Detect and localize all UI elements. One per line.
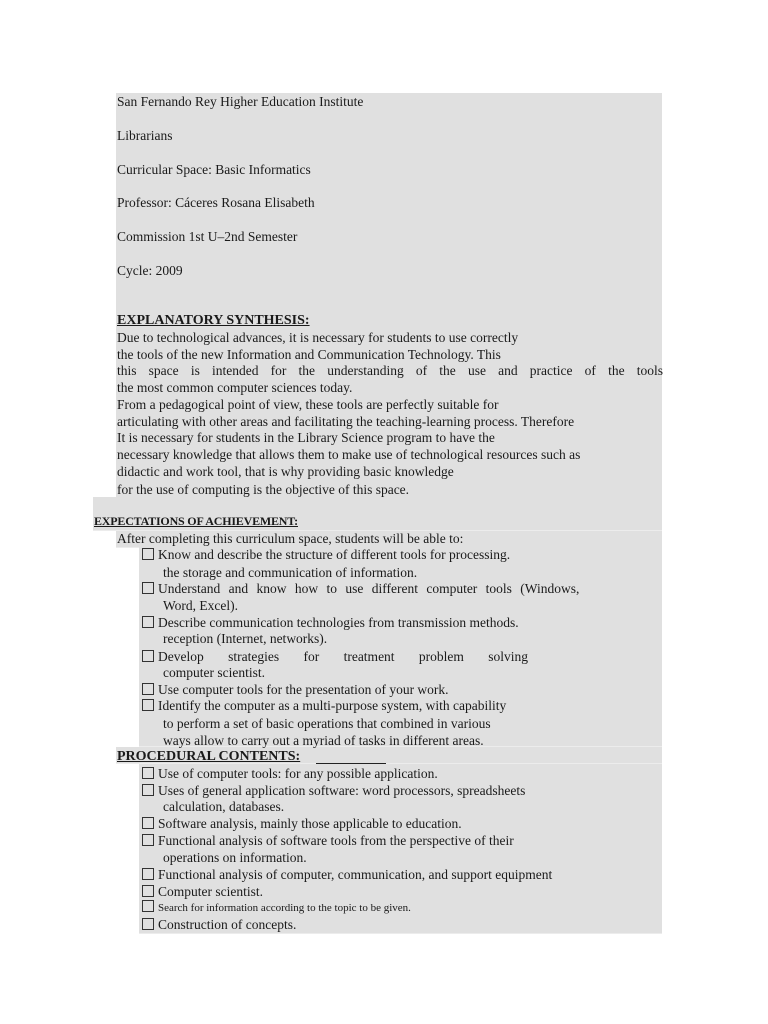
curricular-space: Curricular Space: Basic Informatics (117, 162, 311, 177)
expectations-intro: After completing this curriculum space, students will be able to: (117, 531, 464, 546)
list-item-continuation: calculation, databases. (163, 799, 285, 814)
synthesis-line: the most common computer sciences today. (117, 380, 353, 395)
bullet-box-icon (142, 582, 154, 594)
bullet-box-icon (142, 548, 154, 560)
list-item: Develop strategies for treatment problem solving (142, 648, 528, 665)
list-item: Uses of general application software: word processors, spreadsheets (142, 782, 525, 799)
commission: Commission 1st U–2nd Semester (117, 229, 298, 244)
bullet-box-icon (142, 918, 154, 930)
list-item: Understand and know how to use different computer tools (Windows, (142, 580, 622, 597)
list-item-continuation: operations on information. (163, 850, 307, 865)
synthesis-heading: EXPLANATORY SYNTHESIS: (117, 313, 310, 328)
list-item-continuation: ways allow to carry out a myriad of tasks in different areas. (163, 733, 484, 748)
list-item-continuation: the storage and communication of information. (163, 565, 418, 580)
list-item: Functional analysis of software tools from the perspective of their (142, 832, 514, 849)
synthesis-line: necessary knowledge that allows them to make use of technological resources such as (117, 447, 581, 462)
bullet-box-icon (142, 616, 154, 628)
heading-underline-extension (316, 763, 386, 764)
bullet-box-icon (142, 650, 154, 662)
department: Librarians (117, 128, 173, 143)
synthesis-line: It is necessary for students in the Library Science program to have the (117, 430, 495, 445)
list-item: Construction of concepts. (142, 916, 296, 933)
bullet-box-icon (142, 784, 154, 796)
bullet-box-icon (142, 834, 154, 846)
list-item-continuation: Word, Excel). (163, 598, 239, 613)
list-item-continuation: computer scientist. (163, 665, 265, 680)
synthesis-line: articulating with other areas and facilitating the teaching-learning process. Therefore (117, 414, 575, 429)
list-item-continuation: to perform a set of basic operations that combined in various (163, 716, 491, 731)
institute-name: San Fernando Rey Higher Education Institute (117, 94, 364, 109)
synthesis-line: this space is intended for the understanding of the use and practice of the tools (117, 363, 663, 378)
synthesis-line: didactic and work tool, that is why providing basic knowledge (117, 464, 454, 479)
list-item-continuation: reception (Internet, networks). (163, 631, 328, 646)
list-item: Computer scientist. (142, 883, 263, 900)
synthesis-line: the tools of the new Information and Communication Technology. This (117, 347, 501, 362)
expectations-heading: EXPECTATIONS OF ACHIEVEMENT: (94, 514, 298, 528)
professor: Professor: Cáceres Rosana Elisabeth (117, 195, 315, 210)
list-item: Software analysis, mainly those applicable to education. (142, 815, 462, 832)
bullet-box-icon (142, 868, 154, 880)
list-item: Search for information according to the topic to be given. (142, 900, 411, 917)
list-item: Describe communication technologies from transmission methods. (142, 614, 519, 631)
list-item: Use computer tools for the presentation of your work. (142, 681, 449, 698)
bullet-box-icon (142, 683, 154, 695)
bullet-box-icon (142, 817, 154, 829)
bullet-box-icon (142, 885, 154, 897)
cycle: Cycle: 2009 (117, 263, 183, 278)
bullet-box-icon (142, 699, 154, 711)
bullet-box-icon (142, 900, 154, 912)
list-item: Know and describe the structure of different tools for processing. (142, 546, 510, 563)
list-item: Identify the computer as a multi-purpose system, with capability (142, 697, 506, 714)
list-item: Functional analysis of computer, communication, and support equipment (142, 866, 552, 883)
synthesis-line: From a pedagogical point of view, these tools are perfectly suitable for (117, 397, 499, 412)
synthesis-line: Due to technological advances, it is necessary for students to use correctly (117, 330, 519, 345)
procedural-heading: PROCEDURAL CONTENTS: (117, 749, 301, 764)
bullet-box-icon (142, 767, 154, 779)
synthesis-line: for the use of computing is the objective of this space. (117, 482, 410, 497)
list-item: Use of computer tools: for any possible application. (142, 765, 438, 782)
